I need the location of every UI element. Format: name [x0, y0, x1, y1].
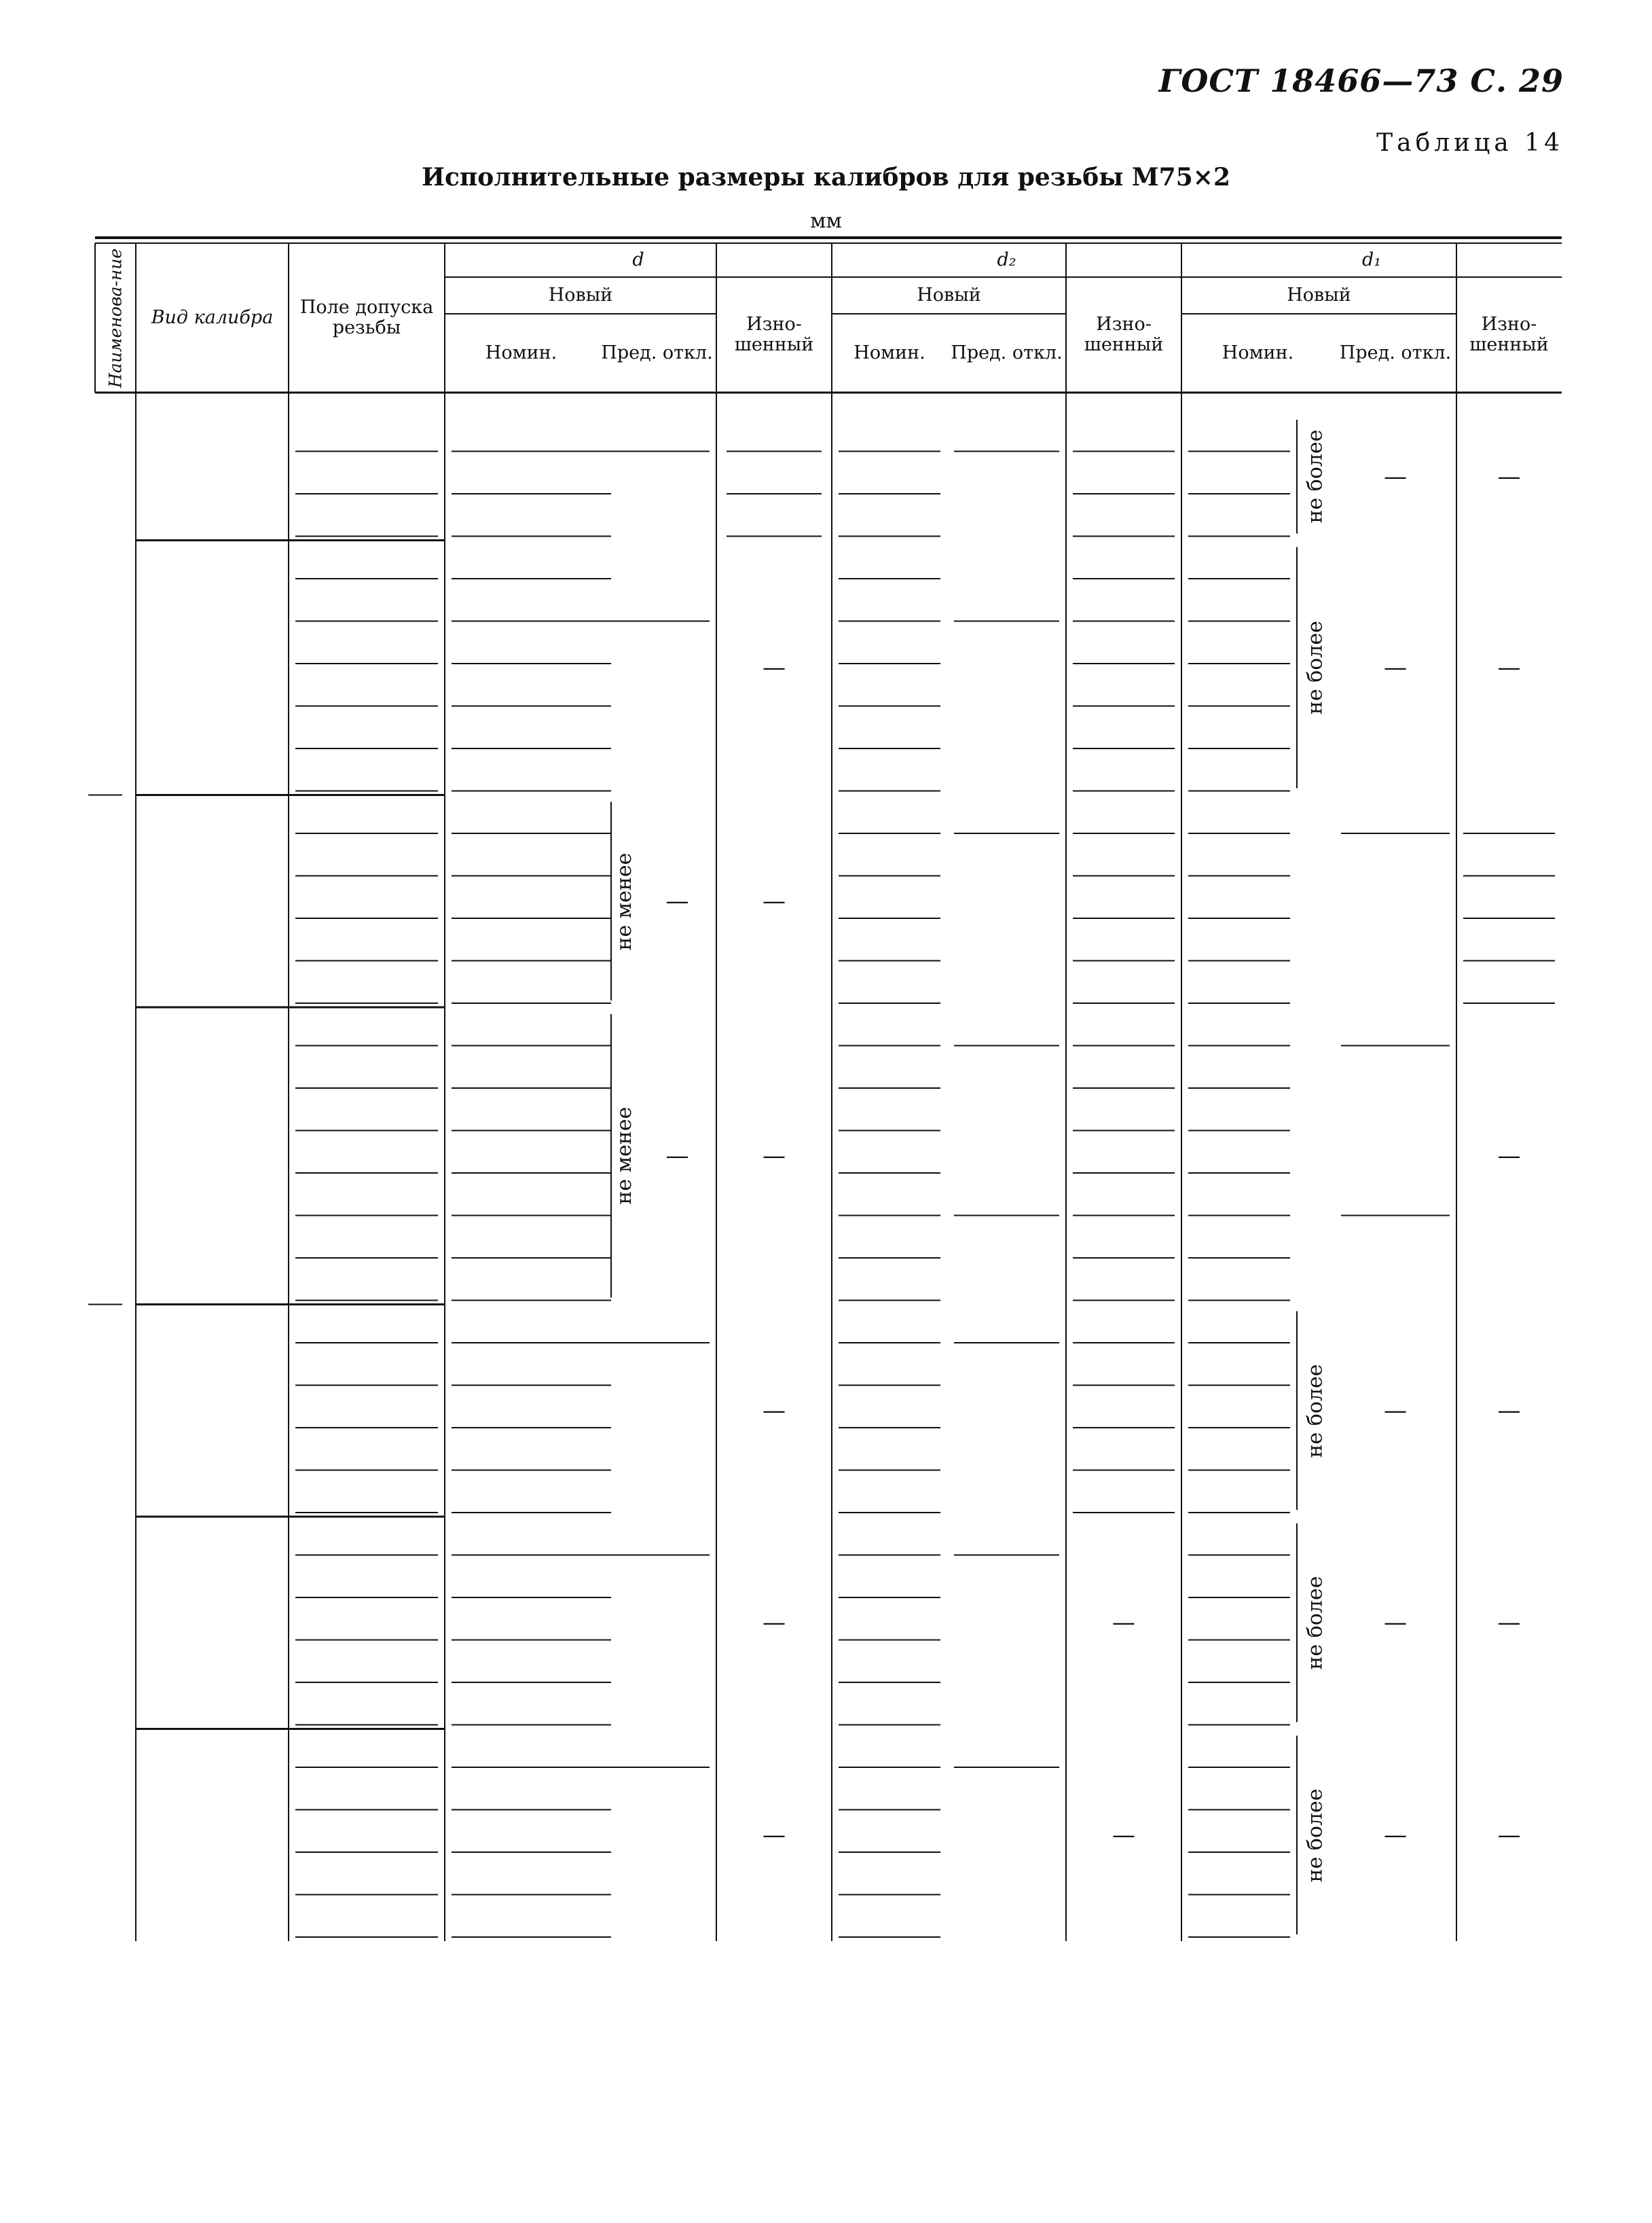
- d-nom-cell: [445, 965, 598, 1008]
- d1-worn-cell: [1456, 837, 1562, 880]
- page-header: ГОСТ 18466—73 С. 29: [1158, 62, 1564, 99]
- d-nom-cell: [445, 583, 598, 626]
- gauge-kind: [136, 1007, 289, 1305]
- d2-nom-cell: [832, 1092, 947, 1135]
- d2-worn-cell: [1066, 1092, 1181, 1135]
- d2-dev-cell: [947, 1347, 1066, 1517]
- d-nom-cell: [445, 1262, 598, 1305]
- d-nom-cell: [445, 1899, 598, 1942]
- field-cell: [289, 1517, 445, 1559]
- d2-nom-cell: [832, 1177, 947, 1220]
- d-nom-cell: [445, 1644, 598, 1687]
- d2-worn-cell: [1066, 583, 1181, 626]
- field-cell: [289, 1177, 445, 1220]
- ne-bolee-label: не более: [1303, 1576, 1327, 1670]
- d2-nom-cell: [832, 1729, 947, 1772]
- header-worn-1: Изно-шенный: [1084, 314, 1164, 355]
- d-worn-cell: [716, 413, 832, 456]
- field-cell: [289, 498, 445, 541]
- gauge-kind: [136, 413, 289, 541]
- d2-worn-cell: [1066, 1305, 1181, 1348]
- d-nom-cell: [445, 1602, 598, 1644]
- field-cell: [289, 1390, 445, 1432]
- dash-cell: —: [1384, 1609, 1407, 1637]
- field-cell: [289, 1686, 445, 1729]
- ne-menee-label: не менее: [612, 1106, 636, 1205]
- d1-nom-cell: [1181, 880, 1334, 923]
- d1-worn-cell: [1456, 922, 1562, 965]
- d2-nom-cell: [832, 1644, 947, 1687]
- header-field: Поле допуска резьбы: [299, 297, 434, 338]
- d2-worn-cell: [1066, 413, 1181, 456]
- header-d1: d₁: [1361, 249, 1382, 271]
- field-cell: [289, 413, 445, 456]
- d2-nom-cell: [832, 710, 947, 753]
- d1-nom-cell: [1181, 1220, 1334, 1263]
- d2-dev-cell: [947, 456, 1066, 541]
- field-cell: [289, 1220, 445, 1263]
- d1-dev-cell: [1334, 1050, 1456, 1220]
- field-cell: [289, 1559, 445, 1602]
- d2-nom-cell: [832, 498, 947, 541]
- d2-worn-cell: [1066, 1050, 1181, 1093]
- d1-dev-cell: [1334, 1007, 1456, 1050]
- gauge-kind: [136, 1305, 289, 1517]
- d-nom-cell: [445, 880, 598, 923]
- d-nom-cell: [445, 837, 598, 880]
- d-nom-cell: [445, 1135, 598, 1178]
- d2-worn-cell: [1066, 1007, 1181, 1050]
- field-cell: [289, 753, 445, 795]
- d-nom-cell: [445, 668, 598, 710]
- d-dev-cell: [598, 1347, 716, 1517]
- header-worn-0: Изно-шенный: [734, 314, 814, 355]
- d-nom-cell: [445, 1347, 598, 1390]
- d-nom-cell: [445, 413, 598, 456]
- field-cell: [289, 795, 445, 838]
- field-cell: [289, 1814, 445, 1857]
- field-cell: [289, 1899, 445, 1942]
- field-cell: [289, 1475, 445, 1517]
- d-dev-cell: [598, 1771, 716, 1941]
- d-nom-cell: [445, 1220, 598, 1263]
- d2-worn-cell: [1066, 498, 1181, 541]
- dash-cell: —: [665, 887, 689, 915]
- d2-nom-cell: [832, 1856, 947, 1899]
- d1-nom-cell: [1181, 1007, 1334, 1050]
- ne-bolee-label: не более: [1303, 429, 1327, 524]
- field-cell: [289, 1729, 445, 1772]
- d-nom-cell: [445, 541, 598, 583]
- d2-nom-cell: [832, 1135, 947, 1178]
- d2-nom-cell: [832, 541, 947, 583]
- group-name: [68, 413, 136, 795]
- gauge-kind: [136, 1517, 289, 1729]
- d2-worn-cell: [1066, 626, 1181, 668]
- d-nom-cell: [445, 1814, 598, 1857]
- d2-worn-cell: [1066, 753, 1181, 795]
- dash-cell: —: [763, 1821, 786, 1849]
- dash-cell: —: [1384, 654, 1407, 681]
- d2-worn-cell: [1066, 1262, 1181, 1305]
- dash-cell: —: [1497, 654, 1521, 681]
- d2-nom-cell: [832, 1771, 947, 1814]
- d-nom-cell: [445, 1305, 598, 1348]
- d2-worn-cell: [1066, 922, 1181, 965]
- field-cell: [289, 1644, 445, 1687]
- d-dev-cell: [598, 1305, 716, 1348]
- field-cell: [289, 626, 445, 668]
- d2-dev-cell: [947, 413, 1066, 456]
- d-dev-cell: [598, 626, 716, 795]
- d2-nom-cell: [832, 413, 947, 456]
- d2-nom-cell: [832, 1347, 947, 1390]
- d2-dev-cell: [947, 1517, 1066, 1559]
- d2-nom-cell: [832, 626, 947, 668]
- field-cell: [289, 456, 445, 499]
- d2-dev-cell: [947, 626, 1066, 795]
- header-new-0: Новый: [548, 285, 613, 306]
- ne-menee-label: не менее: [612, 852, 636, 950]
- dash-cell: —: [763, 1396, 786, 1424]
- gauge-kind: [136, 1729, 289, 1942]
- header-dev-0: Пред. откл.: [601, 342, 713, 364]
- d1-dev-cell: [1334, 837, 1456, 1007]
- dash-cell: —: [1384, 1821, 1407, 1849]
- d-dev-cell: [598, 1517, 716, 1559]
- d-nom-cell: [445, 710, 598, 753]
- header-dev-2: Пред. откл.: [1339, 342, 1452, 364]
- d2-nom-cell: [832, 1262, 947, 1305]
- d2-dev-cell: [947, 837, 1066, 1007]
- field-cell: [289, 1092, 445, 1135]
- d-dev-cell: [598, 456, 716, 541]
- d2-worn-cell: [1066, 1347, 1181, 1390]
- d1-nom-cell: [1181, 1262, 1334, 1305]
- dash-cell: —: [1497, 1142, 1521, 1170]
- field-cell: [289, 965, 445, 1008]
- d2-nom-cell: [832, 880, 947, 923]
- d-nom-cell: [445, 626, 598, 668]
- d1-dev-cell: [1334, 795, 1456, 838]
- d2-worn-cell: [1066, 668, 1181, 710]
- dash-cell: —: [1112, 1821, 1135, 1849]
- d-dev-cell: [598, 413, 716, 456]
- d2-worn-cell: [1066, 1390, 1181, 1432]
- dash-cell: —: [763, 1609, 786, 1637]
- table-caption: Исполнительные размеры калибров для резьбы М75×2: [421, 163, 1230, 192]
- header-nom-0: Номин.: [485, 342, 557, 364]
- dash-cell: —: [1112, 1609, 1135, 1637]
- d2-worn-cell: [1066, 795, 1181, 838]
- d1-dev-cell: [1334, 1220, 1456, 1305]
- field-cell: [289, 1602, 445, 1644]
- field-cell: [289, 1432, 445, 1475]
- d2-worn-cell: [1066, 880, 1181, 923]
- d2-dev-cell: [947, 1050, 1066, 1220]
- d1-nom-cell: [1181, 1177, 1334, 1220]
- header-d2: d₂: [997, 249, 1016, 271]
- d2-worn-cell: [1066, 541, 1181, 583]
- d2-nom-cell: [832, 1390, 947, 1432]
- field-cell: [289, 668, 445, 710]
- d-dev-cell: [598, 1729, 716, 1772]
- d2-dev-cell: [947, 1729, 1066, 1772]
- d2-dev-cell: [947, 795, 1066, 838]
- header-kind: Вид калибра: [151, 307, 274, 329]
- gauge-kind: [136, 541, 289, 795]
- d2-nom-cell: [832, 753, 947, 795]
- dash-cell: —: [1384, 1396, 1407, 1424]
- d2-dev-cell: [947, 1007, 1066, 1050]
- d2-nom-cell: [832, 1475, 947, 1517]
- d1-nom-cell: [1181, 1135, 1334, 1178]
- d2-worn-cell: [1066, 710, 1181, 753]
- d-nom-cell: [445, 1559, 598, 1602]
- d1-nom-cell: [1181, 795, 1334, 838]
- d2-nom-cell: [832, 837, 947, 880]
- header-dev-1: Пред. откл.: [951, 342, 1063, 364]
- d-nom-cell: [445, 795, 598, 838]
- field-cell: [289, 1856, 445, 1899]
- header-nom-1: Номин.: [853, 342, 925, 364]
- dash-cell: —: [763, 887, 786, 915]
- d2-nom-cell: [832, 1432, 947, 1475]
- d2-worn-cell: [1066, 456, 1181, 499]
- d1-nom-cell: [1181, 965, 1334, 1008]
- header-d: d: [632, 249, 644, 271]
- field-cell: [289, 1771, 445, 1814]
- field-cell: [289, 880, 445, 923]
- d-nom-cell: [445, 1092, 598, 1135]
- ne-bolee-label: не более: [1303, 1788, 1327, 1882]
- d-nom-cell: [445, 1177, 598, 1220]
- d-nom-cell: [445, 498, 598, 541]
- dash-cell: —: [1384, 463, 1407, 490]
- d2-nom-cell: [832, 668, 947, 710]
- header-worn-2: Изно-шенный: [1469, 314, 1549, 355]
- dash-cell: —: [763, 1142, 786, 1170]
- d-nom-cell: [445, 1390, 598, 1432]
- d2-nom-cell: [832, 1814, 947, 1857]
- field-cell: [289, 583, 445, 626]
- field-cell: [289, 1262, 445, 1305]
- field-cell: [289, 1347, 445, 1390]
- d-nom-cell: [445, 1856, 598, 1899]
- d-nom-cell: [445, 1517, 598, 1559]
- d-nom-cell: [445, 1432, 598, 1475]
- header-name: Наименова-ние: [105, 248, 126, 388]
- d2-worn-cell: [1066, 965, 1181, 1008]
- header-new-1: Новый: [917, 285, 981, 306]
- field-cell: [289, 1305, 445, 1348]
- d1-nom-cell: [1181, 837, 1334, 880]
- d2-nom-cell: [832, 456, 947, 499]
- d2-nom-cell: [832, 1559, 947, 1602]
- d2-nom-cell: [832, 1007, 947, 1050]
- d2-worn-cell: [1066, 1135, 1181, 1178]
- d2-worn-cell: [1066, 1220, 1181, 1263]
- d-nom-cell: [445, 1475, 598, 1517]
- d2-nom-cell: [832, 1686, 947, 1729]
- d2-worn-cell: [1066, 1177, 1181, 1220]
- dash-cell: —: [665, 1142, 689, 1170]
- table-label: Таблица 14: [1376, 129, 1564, 157]
- d2-dev-cell: [947, 1220, 1066, 1305]
- d2-nom-cell: [832, 1050, 947, 1093]
- dash-cell: —: [1497, 1396, 1521, 1424]
- d1-nom-cell: [1181, 1050, 1334, 1093]
- d2-nom-cell: [832, 1517, 947, 1559]
- field-cell: [289, 837, 445, 880]
- d2-nom-cell: [832, 1602, 947, 1644]
- d2-nom-cell: [832, 1305, 947, 1348]
- field-cell: [289, 1050, 445, 1093]
- header-nom-2: Номин.: [1222, 342, 1294, 364]
- d-nom-cell: [445, 922, 598, 965]
- d-nom-cell: [445, 1771, 598, 1814]
- d2-nom-cell: [832, 922, 947, 965]
- d2-nom-cell: [832, 965, 947, 1008]
- d1-nom-cell: [1181, 922, 1334, 965]
- d2-nom-cell: [832, 1899, 947, 1942]
- d-nom-cell: [445, 1686, 598, 1729]
- dash-cell: —: [1497, 1821, 1521, 1849]
- field-cell: [289, 922, 445, 965]
- d-worn-cell: [716, 498, 832, 541]
- d1-worn-cell: [1456, 965, 1562, 1008]
- field-cell: [289, 1135, 445, 1178]
- d-nom-cell: [445, 1729, 598, 1772]
- d-dev-cell: [598, 1559, 716, 1729]
- d-dev-cell: [598, 541, 716, 626]
- d2-dev-cell: [947, 1771, 1066, 1941]
- d2-nom-cell: [832, 795, 947, 838]
- d2-nom-cell: [832, 1220, 947, 1263]
- d2-worn-cell: [1066, 837, 1181, 880]
- header-new-2: Новый: [1287, 285, 1351, 306]
- d2-nom-cell: [832, 583, 947, 626]
- field-cell: [289, 710, 445, 753]
- d2-dev-cell: [947, 541, 1066, 626]
- d2-dev-cell: [947, 1559, 1066, 1729]
- field-cell: [289, 541, 445, 583]
- d-nom-cell: [445, 456, 598, 499]
- d1-worn-cell: [1456, 795, 1562, 838]
- group-name: [68, 1305, 136, 1942]
- dash-cell: —: [1497, 463, 1521, 490]
- ne-bolee-label: не более: [1303, 621, 1327, 715]
- d1-worn-cell: [1456, 880, 1562, 923]
- d1-nom-cell: [1181, 1092, 1334, 1135]
- dash-cell: —: [1497, 1609, 1521, 1637]
- group-name: [68, 795, 136, 1305]
- d2-worn-cell: [1066, 1432, 1181, 1475]
- dash-cell: —: [763, 654, 786, 681]
- d-nom-cell: [445, 1050, 598, 1093]
- d2-worn-cell: [1066, 1475, 1181, 1517]
- d-worn-cell: [716, 456, 832, 499]
- d2-dev-cell: [947, 1305, 1066, 1348]
- d-nom-cell: [445, 1007, 598, 1050]
- d-nom-cell: [445, 753, 598, 795]
- field-cell: [289, 1007, 445, 1050]
- ne-bolee-label: не более: [1303, 1363, 1327, 1458]
- gauge-kind: [136, 795, 289, 1008]
- units-label: мм: [810, 209, 842, 233]
